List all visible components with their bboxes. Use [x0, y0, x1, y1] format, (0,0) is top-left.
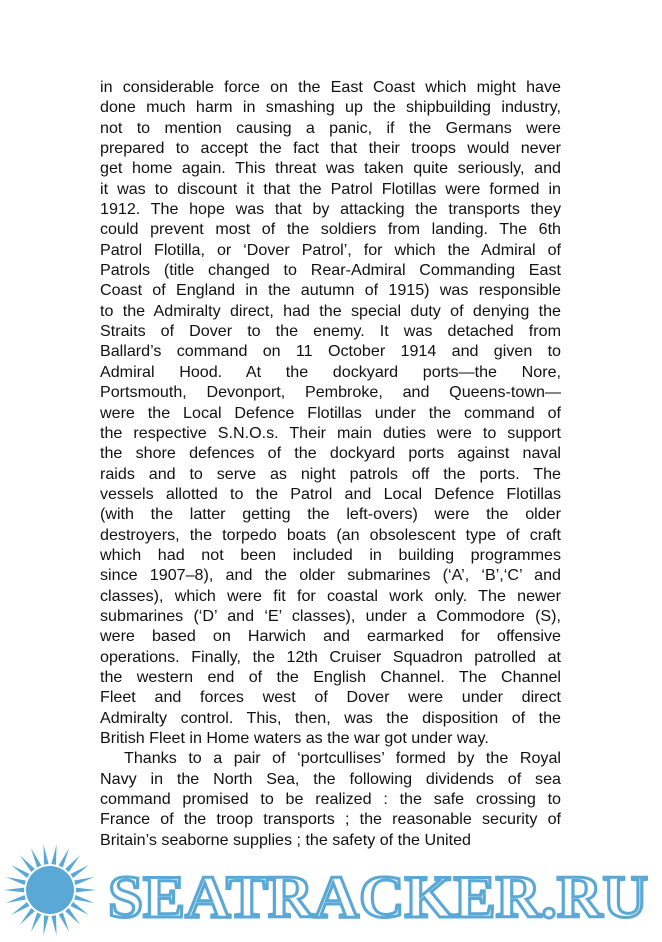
text-line: British Fleet in Home waters as the war got under way.: [100, 729, 489, 747]
text-line: submarines (‘D’ and ‘E’ classes), under a Commodore (S),: [100, 606, 561, 625]
sun-ray: [11, 865, 29, 878]
text-line: command promised to be realized : the safe crossing to: [100, 790, 561, 809]
text-line: 1912. The hope was that by attacking the transports they: [100, 200, 561, 219]
text-line: which had not been included in building programmes: [100, 545, 561, 564]
sun-ray: [65, 908, 80, 925]
text-line: Fleet and forces west of Dover were under direct: [100, 688, 561, 707]
sun-ray: [43, 915, 48, 935]
body-text: [100, 77, 561, 850]
sun-ray: [65, 855, 80, 872]
text-line: since 1907–8), and the older submarines (‘A’, ‘B’,‘C’ and: [100, 566, 561, 585]
text-line: were based on Harwich and earmarked for offensive: [100, 627, 561, 646]
text-line: Navy in the North Sea, the following dividends of sea: [100, 769, 561, 788]
sun-ray: [4, 888, 24, 893]
sun-ray: [76, 888, 96, 893]
text-line: the western end of the English Channel. The Channel: [100, 667, 561, 686]
sun-logo-icon: [4, 844, 96, 935]
text-line: to the Admiralty direct, had the special duty of denying the: [100, 301, 561, 320]
sun-ray: [6, 877, 26, 885]
text-line: France of the troop transports ; the reasonable security of: [100, 810, 561, 829]
text-line: Admiralty control. This, then, was the disposition of the: [100, 708, 561, 727]
text-line: Ballard’s command on 11 October 1914 and given to: [100, 342, 561, 361]
text-line: (with the latter getting the left-overs) were the older: [100, 505, 561, 524]
text-line: Portsmouth, Devonport, Pembroke, and Queens-town—: [100, 383, 561, 402]
sun-ray: [43, 844, 48, 864]
sun-ray: [71, 865, 89, 878]
sun-ray: [71, 902, 89, 915]
text-line: in considerable force on the East Coast which might have: [100, 78, 561, 96]
text-line: it was to discount it that the Patrol Flotillas were formed in: [100, 179, 561, 198]
text-line: were the Local Defence Flotillas under the command of: [100, 403, 561, 422]
sun-ray: [20, 908, 35, 925]
text-line: Patrol Flotilla, or ‘Dover Patrol’, for which the Admiral of: [100, 240, 561, 259]
text-line: prepared to accept the fact that their troops would never: [100, 139, 561, 158]
sun-ray: [31, 913, 41, 932]
sun-ray: [59, 913, 69, 932]
text-line: Straits of Dover to the enemy. It was detached from: [100, 322, 561, 341]
sun-ray: [6, 895, 26, 903]
watermark-text: SEATRACKER.RU: [108, 864, 648, 930]
text-line: Coast of England in the autumn of 1915) was responsible: [100, 281, 561, 300]
text-line: Patrols (title changed to Rear-Admiral Commanding East: [100, 261, 561, 280]
sun-ray: [74, 895, 94, 903]
text-line: classes), which were fit for coastal work only. The newer: [100, 586, 561, 605]
text-line: the respective S.N.O.s. Their main duties were to support: [100, 423, 561, 442]
sun-ray: [31, 848, 41, 867]
sun-ray: [11, 902, 29, 915]
sun-ray: [20, 855, 35, 872]
text-line: Admiral Hood. At the dockyard ports—the Nore,: [100, 362, 561, 381]
text-line: vessels allotted to the Patrol and Local Defence Flotillas: [100, 484, 561, 503]
text-line: done much harm in smashing up the shipbuilding industry,: [100, 98, 561, 117]
text-line: could prevent most of the soldiers from landing. The 6th: [100, 220, 561, 239]
watermark: [0, 842, 662, 942]
text-line: Thanks to a pair of ‘portcullises’ formed by the Royal: [124, 749, 561, 768]
text-line: not to mention causing a panic, if the Germans were: [100, 118, 561, 137]
sun-ray: [51, 844, 56, 864]
text-line: raids and to serve as night patrols off the ports. The: [100, 464, 561, 483]
text-line: operations. Finally, the 12th Cruiser Squadron patrolled at: [100, 647, 561, 666]
text-line: the shore defences of the dockyard ports against naval: [100, 444, 561, 463]
sun-ray: [59, 848, 69, 867]
text-line: Britain’s seaborne supplies ; the safety of the United: [100, 830, 471, 849]
text-line: destroyers, the torpedo boats (an obsolescent type of craft: [100, 525, 561, 544]
text-line: get home again. This threat was taken quite seriously, and: [100, 159, 561, 178]
sun-ray: [51, 915, 56, 935]
sun-ray: [74, 877, 94, 885]
